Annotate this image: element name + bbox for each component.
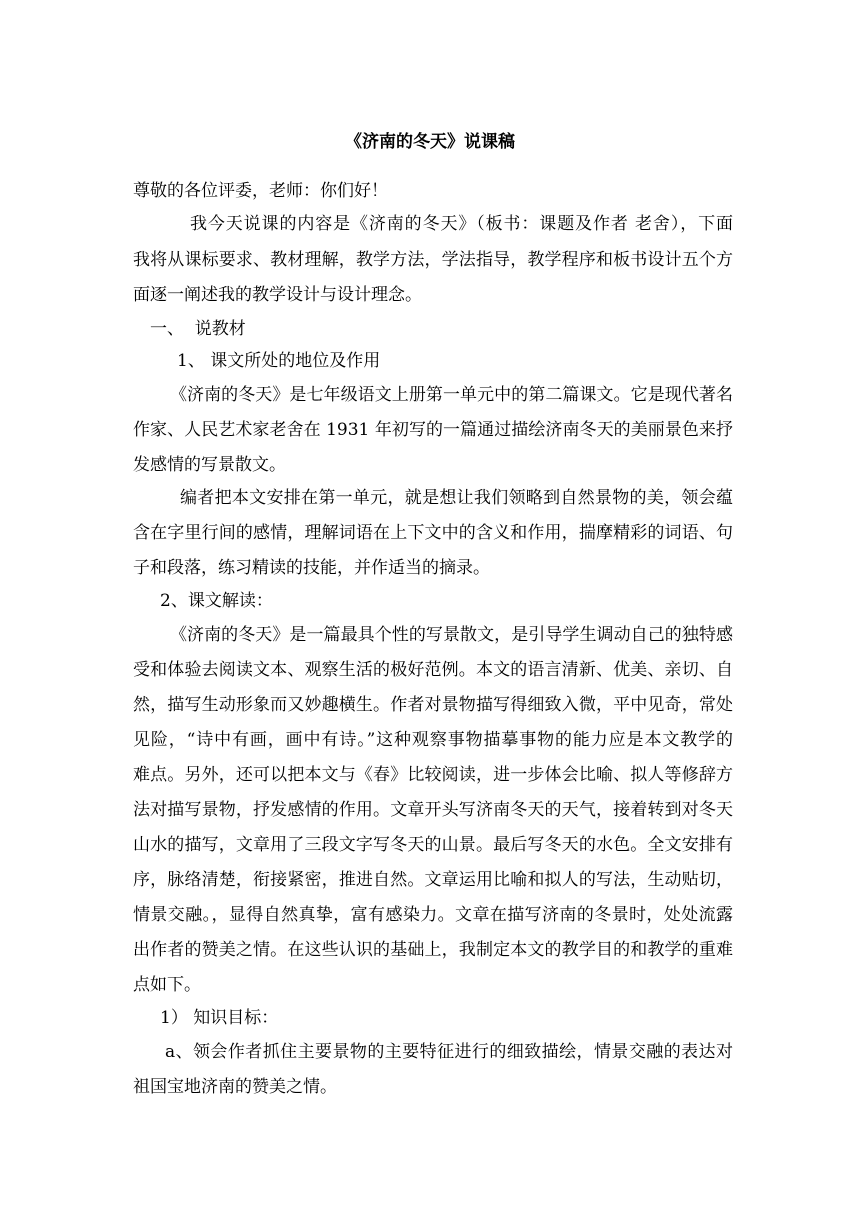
document-title: 《济南的冬天》说课稿 <box>345 132 515 152</box>
section-heading: 一、 说教材 <box>150 319 246 339</box>
paragraph-line: 我今天说课的内容是《济南的冬天》（板书：课题及作者 老舍），下面 <box>190 214 733 234</box>
subsection-heading: 2、课文解读： <box>160 591 273 611</box>
paragraph-line: 编者把本文安排在第一单元，就是想让我们领略到自然景物的美，领会蕴 <box>180 488 733 508</box>
paragraph-line: 难点。另外，还可以把本文与《春》比较阅读，进一步体会比喻、拟人等修辞方 <box>133 765 733 785</box>
paragraph-line: 面逐一阐述我的教学设计与设计理念。 <box>133 285 422 305</box>
subsection-heading: 1、 课文所处的地位及作用 <box>177 351 381 371</box>
paragraph-line: 序，脉络清楚，衔接紧密，推进自然。文章运用比喻和拟人的写法，生动贴切， <box>133 870 733 890</box>
paragraph-line: 情景交融。，显得自然真挚，富有感染力。文章在描写济南的冬景时，处处流露 <box>133 905 733 925</box>
paragraph-line: 见险，“诗中有画，画中有诗。”这种观察事物描摹事物的能力应是本文教学的 <box>133 730 733 750</box>
paragraph-line: a、领会作者抓住主要景物的主要特征进行的细致描绘，情景交融的表达对 <box>165 1042 733 1062</box>
paragraph-line: 然，描写生动形象而又妙趣横生。作者对景物描写得细致入微，平中见奇，常处 <box>133 695 733 715</box>
subsection-heading: 1） 知识目标： <box>160 1008 279 1028</box>
paragraph-line: 法对描写景物，抒发感情的作用。文章开头写济南冬天的天气，接着转到对冬天 <box>133 800 733 820</box>
paragraph-line: 受和体验去阅读文本、观察生活的极好范例。本文的语言清新、优美、亲切、自 <box>133 660 733 680</box>
paragraph-line: 山水的描写，文章用了三段文字写冬天的山景。最后写冬天的水色。全文安排有 <box>133 835 733 855</box>
paragraph-line: 我将从课标要求、教材理解，教学方法，学法指导，教学程序和板书设计五个方 <box>133 250 733 270</box>
paragraph-line: 作家、人民艺术家老舍在 1931 年初写的一篇通过描绘济南冬天的美丽景色来抒 <box>133 420 733 440</box>
paragraph-line: 《济南的冬天》是一篇最具个性的写景散文，是引导学生调动自己的独特感 <box>170 625 733 645</box>
paragraph-line: 祖国宝地济南的赞美之情。 <box>133 1077 337 1097</box>
paragraph-line: 《济南的冬天》是七年级语文上册第一单元中的第二篇课文。它是现代著名 <box>170 385 733 405</box>
greeting-line: 尊敬的各位评委，老师：你们好！ <box>133 181 388 201</box>
paragraph-line: 发感情的写景散文。 <box>133 455 286 475</box>
paragraph-line: 出作者的赞美之情。在这些认识的基础上，我制定本文的教学目的和教学的重难 <box>133 940 733 960</box>
paragraph-line: 含在字里行间的感情，理解词语在上下文中的含义和作用，揣摩精彩的词语、句 <box>133 523 733 543</box>
paragraph-line: 点如下。 <box>133 975 201 995</box>
paragraph-line: 子和段落，练习精读的技能，并作适当的摘录。 <box>133 558 490 578</box>
